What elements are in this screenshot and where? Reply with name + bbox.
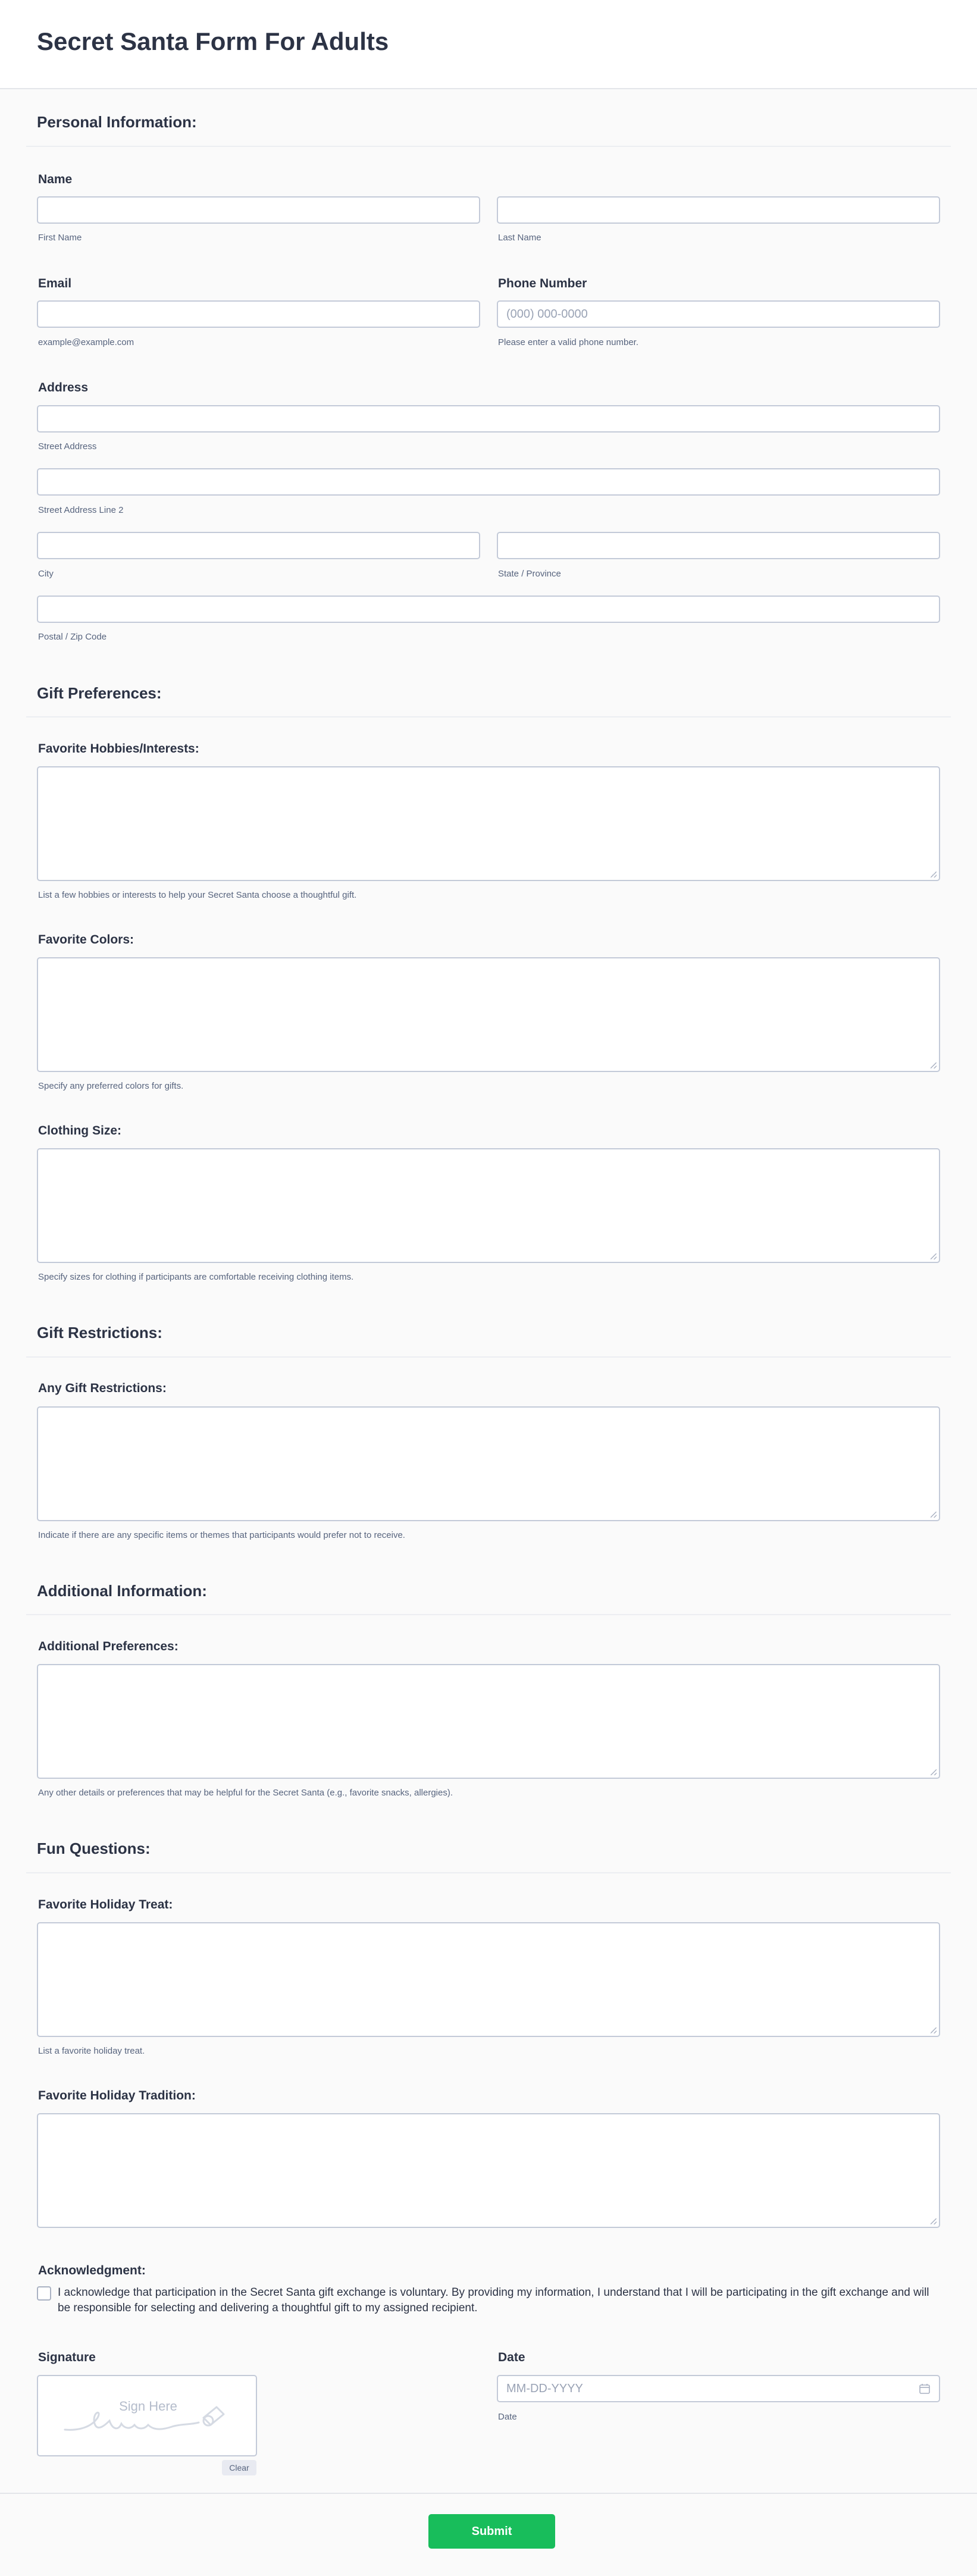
- section-title-personal: Personal Information:: [37, 113, 197, 131]
- acknowledgment-text: I acknowledge that participation in the Secret Santa gift exchange is voluntary. By providing my information, I understand that I will be participating in the gift exchange and will be responsible for selecting and delivering a thoughtful gift to my assigned recipient.: [58, 2286, 929, 2314]
- footer-divider: [0, 2493, 977, 2494]
- email-input[interactable]: [37, 300, 480, 328]
- signature-label: Signature: [38, 2351, 96, 2364]
- phone-label: Phone Number: [498, 277, 587, 290]
- colors-textarea[interactable]: [37, 957, 940, 1072]
- zip-sublabel: Postal / Zip Code: [38, 632, 107, 642]
- phone-input[interactable]: [497, 300, 940, 328]
- section-divider: [26, 1872, 951, 1873]
- clear-signature-button[interactable]: Clear: [222, 2460, 256, 2475]
- state-input[interactable]: [497, 532, 940, 559]
- colors-sublabel: Specify any preferred colors for gifts.: [38, 1081, 184, 1091]
- tradition-label: Favorite Holiday Tradition:: [38, 2089, 196, 2102]
- date-placeholder: MM-DD-YYYY: [506, 2382, 583, 2395]
- form-header: [0, 0, 977, 89]
- section-title-gift-restrictions: Gift Restrictions:: [37, 1324, 162, 1342]
- restrictions-textarea[interactable]: [37, 1406, 940, 1521]
- additional-textarea[interactable]: [37, 1664, 940, 1779]
- section-title-additional: Additional Information:: [37, 1582, 207, 1600]
- hobbies-sublabel: List a few hobbies or interests to help your Secret Santa choose a thoughtful gift.: [38, 890, 357, 900]
- city-sublabel: City: [38, 569, 54, 579]
- resize-grip-icon[interactable]: [931, 1769, 937, 1775]
- first-name-input[interactable]: [37, 196, 480, 224]
- resize-grip-icon[interactable]: [931, 872, 937, 878]
- acknowledgment-label: Acknowledgment:: [38, 2264, 146, 2277]
- section-title-fun: Fun Questions:: [37, 1839, 151, 1857]
- street-address-2-input[interactable]: [37, 468, 940, 496]
- first-name-sublabel: First Name: [38, 233, 82, 243]
- date-sublabel: Date: [498, 2412, 517, 2422]
- street-address-2-sublabel: Street Address Line 2: [38, 505, 124, 515]
- signature-scribble-icon: [38, 2376, 258, 2458]
- email-sublabel: example@example.com: [38, 337, 134, 347]
- hobbies-textarea[interactable]: [37, 766, 940, 881]
- hobbies-label: Favorite Hobbies/Interests:: [38, 742, 199, 756]
- zip-input[interactable]: [37, 596, 940, 623]
- section-divider: [26, 146, 951, 147]
- signature-pad[interactable]: [37, 2375, 257, 2456]
- colors-label: Favorite Colors:: [38, 933, 134, 947]
- date-input[interactable]: [497, 2375, 940, 2402]
- section-divider: [26, 1356, 951, 1358]
- restrictions-label: Any Gift Restrictions:: [38, 1381, 167, 1395]
- last-name-sublabel: Last Name: [498, 233, 541, 243]
- signature-placeholder: Sign Here: [119, 2399, 177, 2414]
- clothing-label: Clothing Size:: [38, 1124, 121, 1137]
- address-label: Address: [38, 381, 89, 394]
- section-divider: [26, 716, 951, 717]
- clothing-textarea[interactable]: [37, 1148, 940, 1263]
- restrictions-sublabel: Indicate if there are any specific items or themes that participants would prefer not to receive.: [38, 1530, 405, 1540]
- treat-textarea[interactable]: [37, 1922, 940, 2037]
- additional-label: Additional Preferences:: [38, 1640, 179, 1653]
- resize-grip-icon[interactable]: [931, 2027, 937, 2033]
- date-label: Date: [498, 2351, 525, 2364]
- resize-grip-icon[interactable]: [931, 2218, 937, 2224]
- submit-button[interactable]: Submit: [428, 2514, 555, 2549]
- acknowledgment-checkbox[interactable]: [37, 2286, 51, 2301]
- resize-grip-icon[interactable]: [931, 1512, 937, 1518]
- resize-grip-icon[interactable]: [931, 1063, 937, 1068]
- phone-placeholder: (000) 000-0000: [506, 308, 588, 321]
- state-sublabel: State / Province: [498, 569, 561, 579]
- section-divider: [26, 1614, 951, 1615]
- calendar-icon[interactable]: [919, 2383, 931, 2395]
- section-title-gift-preferences: Gift Preferences:: [37, 684, 162, 702]
- street-address-input[interactable]: [37, 405, 940, 433]
- street-address-sublabel: Street Address: [38, 441, 97, 452]
- form-title: Secret Santa Form For Adults: [37, 27, 389, 55]
- name-label: Name: [38, 173, 73, 186]
- treat-label: Favorite Holiday Treat:: [38, 1898, 173, 1911]
- phone-sublabel: Please enter a valid phone number.: [498, 337, 638, 347]
- clothing-sublabel: Specify sizes for clothing if participants are comfortable receiving clothing items.: [38, 1272, 354, 1282]
- last-name-input[interactable]: [497, 196, 940, 224]
- resize-grip-icon[interactable]: [931, 1253, 937, 1259]
- treat-sublabel: List a favorite holiday treat.: [38, 2046, 145, 2056]
- additional-sublabel: Any other details or preferences that may be helpful for the Secret Santa (e.g., favorite snacks, allergies).: [38, 1788, 453, 1798]
- email-label: Email: [38, 277, 72, 290]
- tradition-textarea[interactable]: [37, 2113, 940, 2228]
- city-input[interactable]: [37, 532, 480, 559]
